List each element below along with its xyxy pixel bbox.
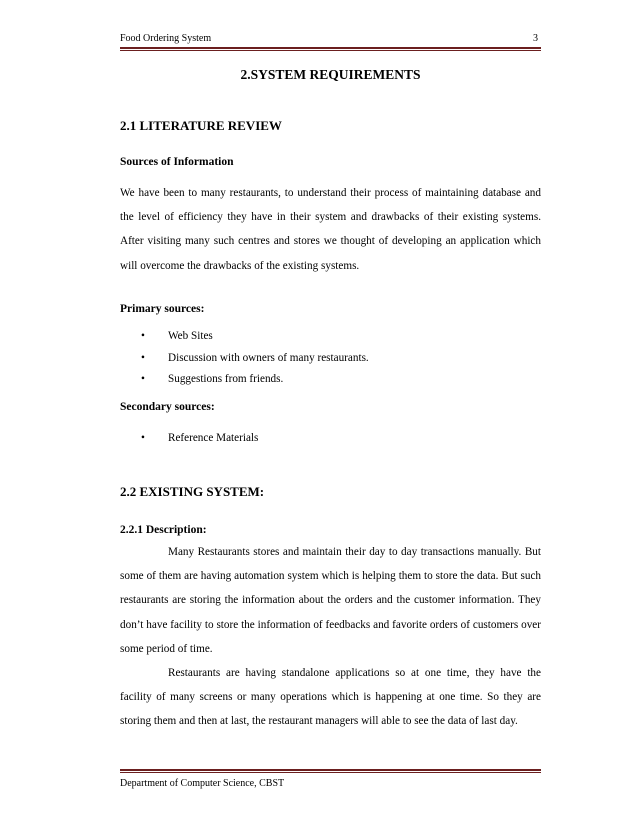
list-item: • Discussion with owners of many restaurants. xyxy=(138,348,369,370)
header-title: Food Ordering System xyxy=(120,33,212,44)
chapter-title: 2.SYSTEM REQUIREMENTS xyxy=(240,67,421,82)
section-heading-existing-system: 2.2 EXISTING SYSTEM: xyxy=(120,484,265,499)
document-page xyxy=(120,0,541,826)
bullet-icon: • xyxy=(141,432,145,444)
footer-rule xyxy=(120,769,541,773)
footer-text: Department of Computer Science, CBST xyxy=(120,778,285,789)
page-header xyxy=(120,33,541,44)
primary-sources-heading: Primary sources: xyxy=(120,303,205,315)
header-rule xyxy=(120,47,541,51)
bullet-icon: • xyxy=(141,330,145,342)
page-number: 3 xyxy=(533,33,538,44)
section-heading-literature-review: 2.1 LITERATURE REVIEW xyxy=(120,118,282,133)
description-heading: 2.2.1 Description: xyxy=(120,524,207,536)
list-item: • Reference Materials xyxy=(138,428,258,450)
bullet-icon: • xyxy=(141,351,145,364)
sources-paragraph: We have been to many restaurants, to understand their process of maintaining database and the level of efficiency they have in their system and drawbacks of their existing systems. After visiting many such centres and stores we thought of developing an application which will overcome the drawbacks of the existing systems. xyxy=(120,187,541,272)
description-paragraph-1: Many Restaurants stores and maintain their day to day transactions manually. But some of them are having automation system which is helping them to store the data. But such restaurants are storing the information about the orders and the customer information. They don’t have facility to store the information of feedbacks and favorite orders of customers over some period of time. xyxy=(120,546,541,655)
description-paragraph-2: Restaurants are having standalone applications so at one time, they have the facility of many screens or many operations which is happening at one time. So they are storing them and then at last, the restaurant managers will able to see the data of last day. xyxy=(120,667,541,728)
sources-heading: Sources of Information xyxy=(120,156,234,168)
secondary-sources-list xyxy=(138,428,258,450)
primary-sources-list xyxy=(138,326,369,391)
bullet-icon: • xyxy=(141,373,145,385)
list-item: • Suggestions from friends. xyxy=(138,369,369,391)
secondary-sources-heading: Secondary sources: xyxy=(120,401,215,413)
list-item: • Web Sites xyxy=(138,326,369,348)
